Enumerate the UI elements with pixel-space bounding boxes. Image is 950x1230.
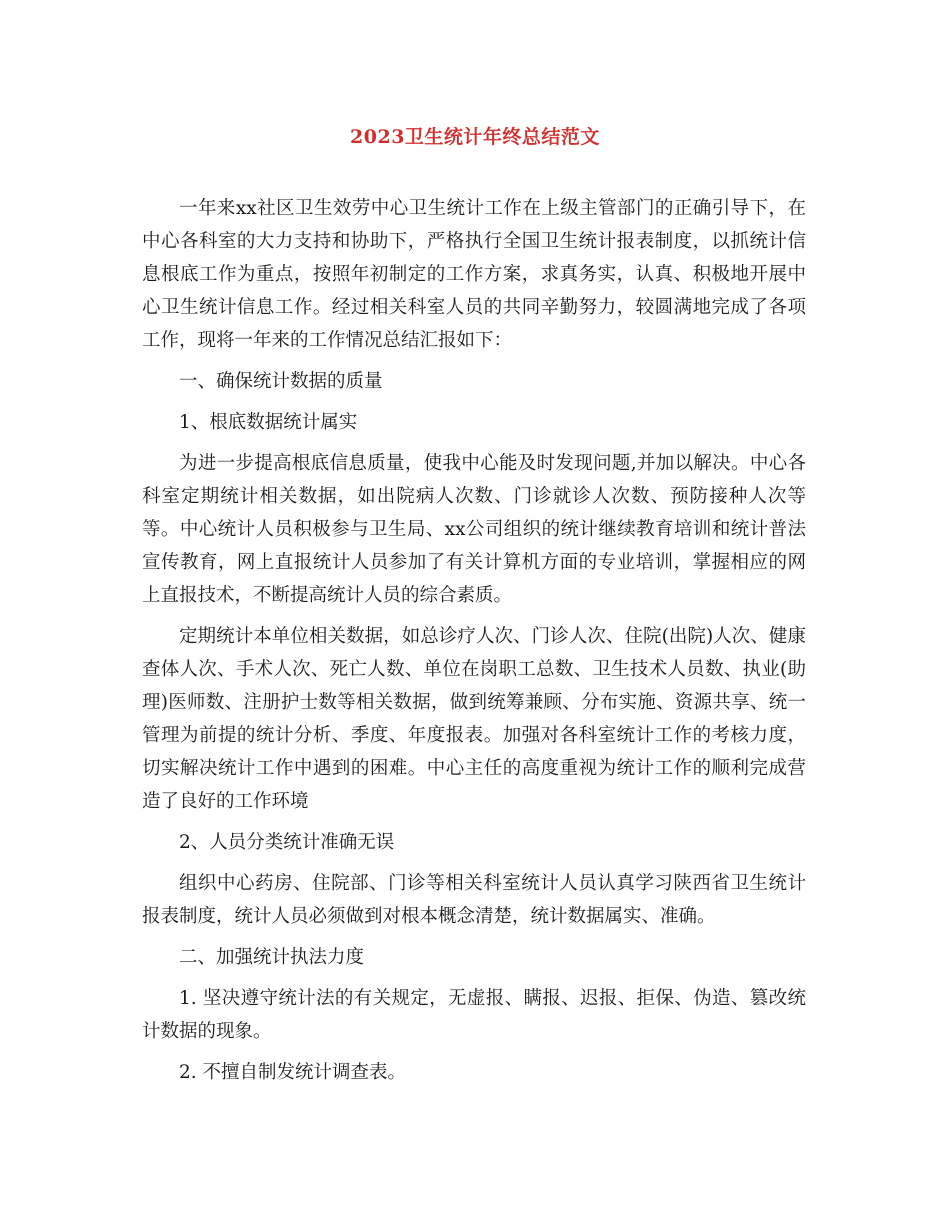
intro-paragraph: 一年来xx社区卫生效劳中心卫生统计工作在上级主管部门的正确引导下，在中心各科室的大力支持和协助下，严格执行全国卫生统计报表制度，以抓统计信息根底工作为重点，按照年初制定的工作方案，求真务实，认真、积极地开展中心卫生统计信息工作。经过相关科室人员的共同辛勤努力，较圆满地完成了各项工作，现将一年来的工作情况总结汇报如下： xyxy=(142,198,806,351)
body-paragraph: 定期统计本单位相关数据，如总诊疗人次、门诊人次、住院(出院)人次、健康查体人次、手术人次、死亡人数、单位在岗职工总数、卫生技术人员数、执业(助理)医师数、注册护士数等相关数据，做到统筹兼顾、分布实施、资源共享、统一管理为前提的统计分析、季度、年度报表。加强对各科室统计工作的考核力度，切实解决统计工作中遇到的困难。中心主任的高度重视为统计工作的顺利完成营造了良好的工作环境 xyxy=(142,626,806,812)
body-paragraph: 组织中心药房、住院部、门诊等相关科室统计人员认真学习陕西省卫生统计报表制度，统计人员必须做到对根本概念清楚，统计数据属实、准确。 xyxy=(142,873,806,927)
list-item: 1. 坚决遵守统计法的有关规定，无虚报、瞒报、迟报、拒保、伪造、篡改统计数据的现象。 xyxy=(142,988,806,1042)
body-paragraph: 为进一步提高根底信息质量，使我中心能及时发现问题,并加以解决。中心各科室定期统计相关数据，如出院病人次数、门诊就诊人次数、预防接种人次等等。中心统计人员积极参与卫生局、xx公司组织的统计继续教育培训和统计普法宣传教育，网上直报统计人员参加了有关计算机方面的专业培训，掌握相应的网上直报技术，不断提高统计人员的综合素质。 xyxy=(142,453,806,606)
subsection-heading-1-2: 2、人员分类统计准确无误 xyxy=(179,832,395,853)
section-heading-1: 一、确保统计数据的质量 xyxy=(179,371,383,392)
subsection-heading-1-1: 1、根底数据统计属实 xyxy=(179,412,358,433)
document-body xyxy=(142,192,806,1097)
section-heading-2: 二、加强统计执法力度 xyxy=(179,947,365,968)
list-item: 2. 不擅自制发统计调查表。 xyxy=(179,1062,407,1083)
document-title: 2023卫生统计年终总结范文 xyxy=(350,126,600,148)
